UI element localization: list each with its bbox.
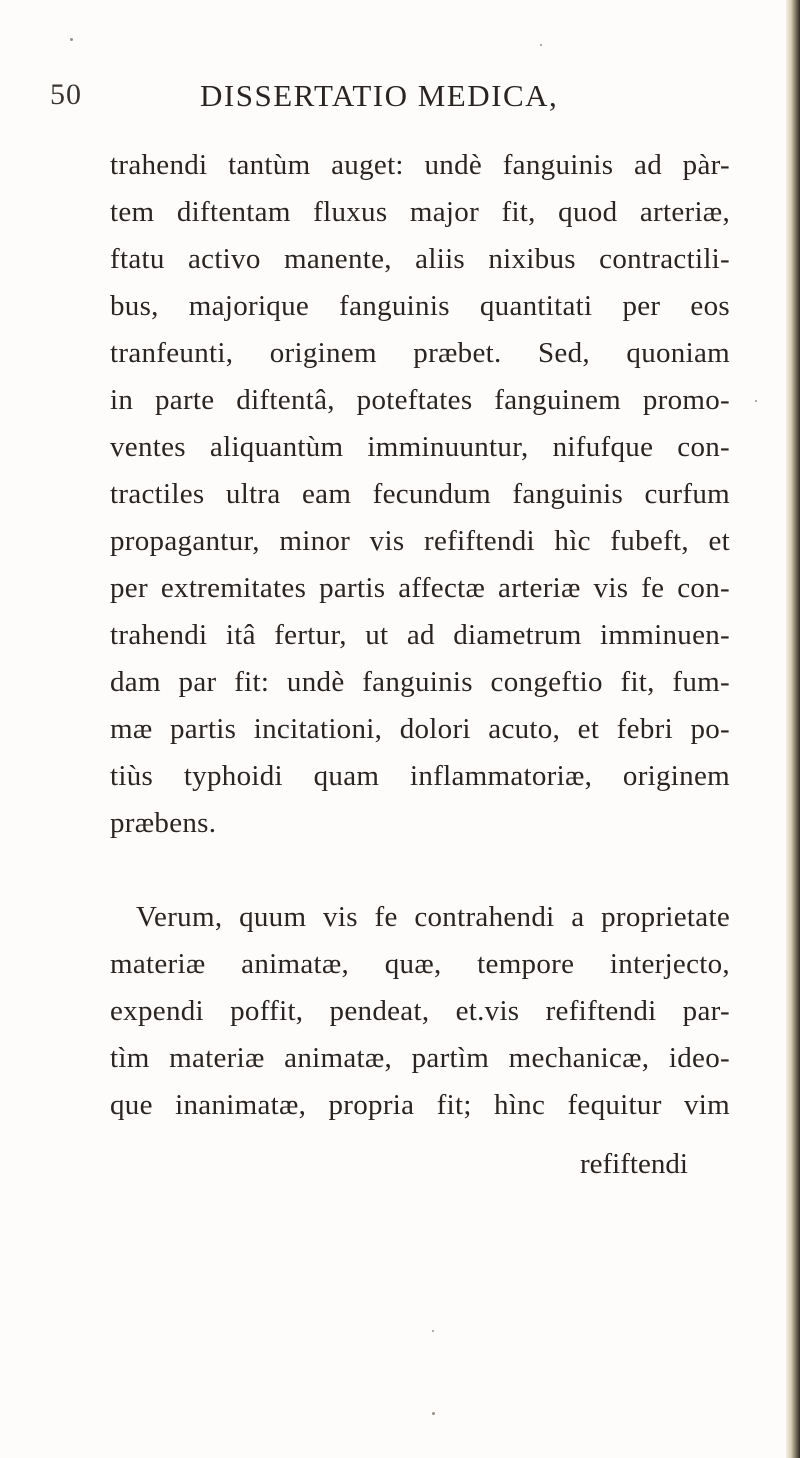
text-line: tractiles ultra eam fecundum fanguinis curfum <box>110 478 730 510</box>
page-number: 50 <box>50 78 82 111</box>
text-line: ftatu activo manente, aliis nixibus contractili- <box>110 243 730 275</box>
text-line: tiùs typhoidi quam inflammatoriæ, originem <box>110 760 730 792</box>
text-line: Verum, quum vis fe contrahendi a proprietate <box>136 901 730 933</box>
text-line: mæ partis incitationi, dolori acuto, et febri po- <box>110 713 730 745</box>
text-line: dam par fit: undè fanguinis congeftio fit, fum- <box>110 666 730 698</box>
text-line: trahendi itâ fertur, ut ad diametrum imminuen- <box>110 619 730 651</box>
ink-speck <box>755 400 757 402</box>
text-line: præbens. <box>110 807 217 839</box>
catchword: refiftendi <box>580 1148 688 1180</box>
text-line: per extremitates partis affectæ arteriæ vis fe con- <box>110 572 730 604</box>
text-line: bus, majorique fanguinis quantitati per eos <box>110 290 730 322</box>
text-line: tìm materiæ animatæ, partìm mechanicæ, ideo- <box>110 1042 730 1074</box>
ink-speck <box>432 1412 435 1415</box>
ink-speck <box>432 1330 434 1332</box>
text-line: in parte diftentâ, poteftates fanguinem promo- <box>110 384 730 416</box>
page-header <box>50 78 750 122</box>
text-line: propagantur, minor vis refiftendi hìc fubeft, et <box>110 525 730 557</box>
ink-speck <box>540 44 542 46</box>
ink-speck <box>70 38 73 41</box>
text-line: ventes aliquantùm imminuuntur, nifufque con- <box>110 431 730 463</box>
text-line: materiæ animatæ, quæ, tempore interjecto, <box>110 948 730 980</box>
text-line: expendi poffit, pendeat, et.vis refiftendi par- <box>110 995 730 1027</box>
text-line: tem diftentam fluxus major fit, quod arteriæ, <box>110 196 730 228</box>
text-line: tranfeunti, originem præbet. Sed, quoniam <box>110 337 730 369</box>
binding-edge <box>786 0 800 1458</box>
text-line: trahendi tantùm auget: undè fanguinis ad pàr- <box>110 149 730 181</box>
running-title: DISSERTATIO MEDICA, <box>200 78 559 113</box>
text-line: que inanimatæ, propria fit; hìnc fequitur vim <box>110 1089 730 1121</box>
